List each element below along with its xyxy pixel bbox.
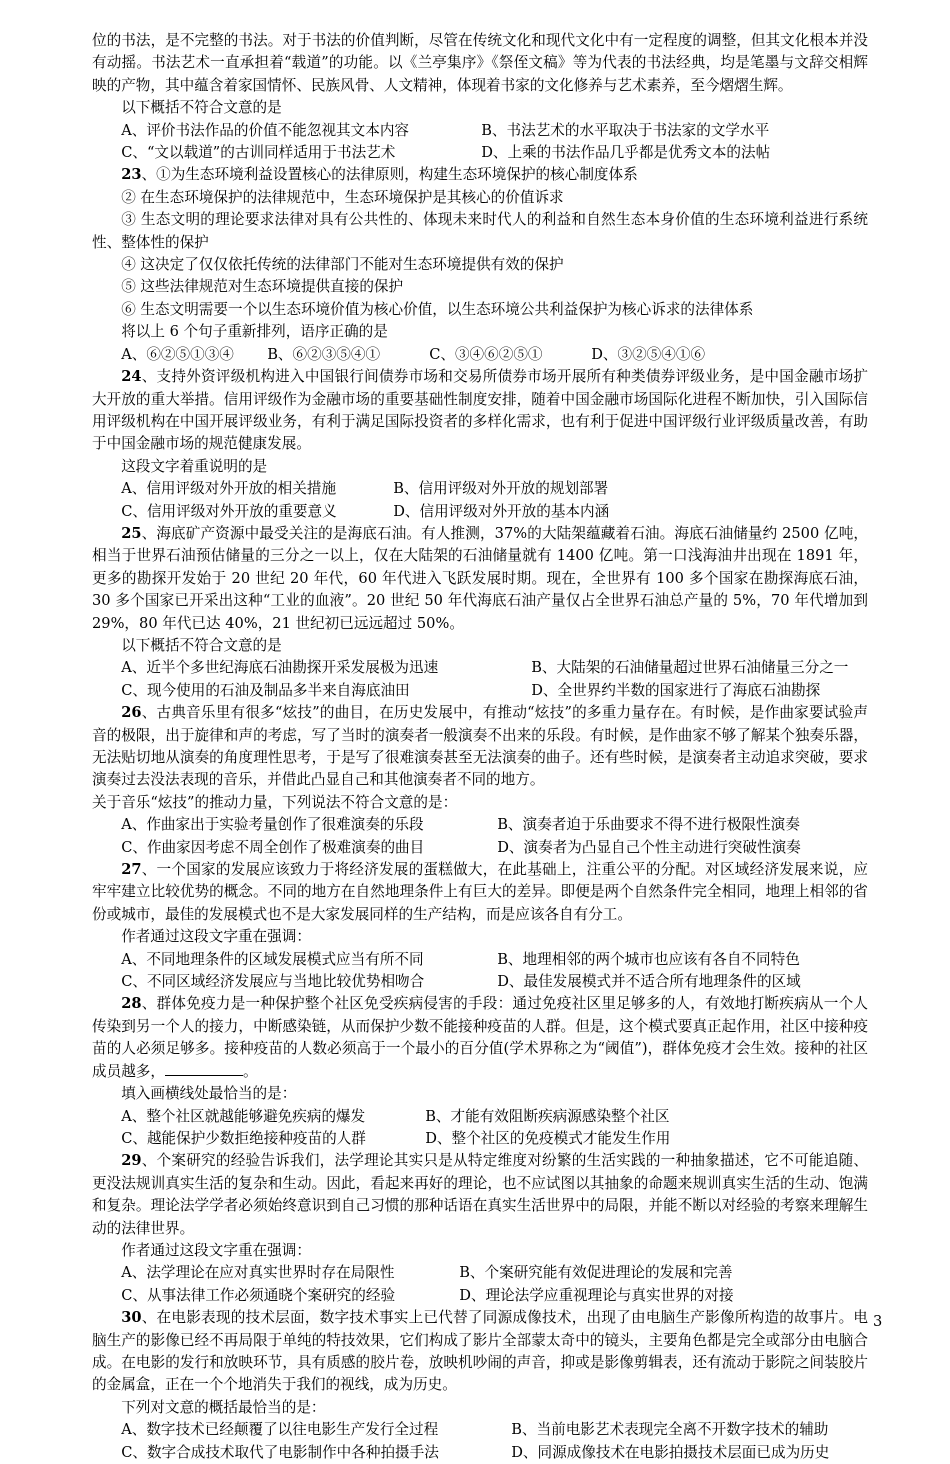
q22-options-row1 (92, 120, 868, 142)
q22-stem: 以下概括不符合文意的是 (121, 99, 282, 117)
q25-stem: 以下概括不符合文意的是 (121, 636, 282, 654)
q28-option-c: C、越能保护少数拒绝接种疫苗的人群 (121, 1129, 366, 1147)
q23-sentence-4: ④ 这决定了仅仅依托传统的法律部门不能对生态环境提供有效的保护 (121, 256, 564, 274)
document-page (92, 30, 868, 1464)
q24-number: 24 (121, 368, 142, 386)
q27-text: 、一个国家的发展应该致力于将经济发展的蛋糕做大，在此基础上，注重公平的分配。对区域经济发展来说，应牢牢建立比较优势的概念。不同的地方在自然地理条件上有巨大的差异。即便是两个自然条件完全相同，地理上相邻的省份或城市，最佳的发展模式也不是大家发展同样的生产结构，而是应该各自有分工。 (92, 861, 868, 923)
q28-option-a: A、整个社区就越能够避免疾病的爆发 (121, 1107, 366, 1125)
q22-option-c: C、“文以载道”的古训同样适用于书法艺术 (121, 144, 396, 162)
q24-stem: 这段文字着重说明的是 (121, 457, 268, 475)
q30-stem: 下列对文意的概括最恰当的是： (121, 1398, 326, 1416)
q29-passage (92, 1150, 868, 1240)
q27-options-row1 (92, 949, 868, 971)
q30-option-b: B、当前电影艺术表现完全离不开数字技术的辅助 (511, 1421, 829, 1439)
q29-options-row2 (92, 1285, 868, 1307)
q29-option-a: A、法学理论在应对真实世界时存在局限性 (121, 1264, 395, 1282)
q26-option-b: B、演奏者迫于乐曲要求不得不进行极限性演奏 (497, 816, 800, 834)
q30-options-row2 (92, 1442, 868, 1464)
q28-number: 28 (121, 995, 142, 1013)
q25-text: 、海底矿产资源中最受关注的是海底石油。有人推测，37%的大陆架蕴藏着石油。海底石油储量约 2500 亿吨，相当于世界石油预估储量的三分之一以上，仅在大陆架的石油储量就有 1400 亿吨。第一口浅海油井出现在 1891 年，更多的勘探开发始于 20 世纪 20 年代，60 年代进入飞跃发展时期。现在，全世界有 100 多个国家在勘探海底石油，30 多个国家已开采出这种“工业的血液”。20 世纪 50 年代海底石油产量仅占全世界石油总产量的 5%，70 年代增加到 29%，80 年代已达 40%，21 世纪初已远远超过 50%。 (92, 524, 868, 632)
q27-option-a: A、不同地理条件的区域发展模式应当有所不同 (121, 950, 424, 968)
q29-number: 29 (121, 1152, 142, 1170)
q29-text: 、个案研究的经验告诉我们，法学理论其实只是从特定维度对纷繁的生活实践的一种抽象描述，它不可能追随、更没法规训真实生活的复杂和生动。因此，看起来再好的理论，也不应试图以其抽象的命题来规训真实生活的生动、饱满和复杂。理论法学学者必须始终意识到自己习惯的那种话语在真实生活世界中的局限，并能不断以对经验的考察来理解生动的法律世界。 (92, 1152, 868, 1237)
q25-option-b: B、大陆架的石油储量超过世界石油储量三分之一 (531, 659, 849, 677)
q23-options (92, 344, 868, 366)
q29-option-c: C、从事法律工作必须通晓个案研究的经验 (121, 1286, 396, 1304)
q29-option-b: B、个案研究能有效促进理论的发展和完善 (459, 1264, 733, 1282)
q30-text: 、在电影表现的技术层面，数字技术事实上已代替了同源成像技术，出现了由电脑生产影像所构造的故事片。电脑生产的影像已经不再局限于单纯的特技效果，它们构成了影片全部蒙太奇中的镜头，主要角色都是完全或部分由电脑合成。在电影的发行和放映环节，具有质感的胶片卷，放映机吵闹的声音，抑或是影像剪辑表，还有流动于影院之间装胶片的金属盒，正在一个个地消失于我们的视线，成为历史。 (92, 1309, 868, 1394)
q23-sentence-1 (92, 164, 868, 186)
q26-passage (92, 702, 868, 792)
q25-number: 25 (121, 524, 142, 542)
q23-number: 23 (121, 166, 142, 184)
q30-options-row1 (92, 1419, 868, 1441)
q29-option-d: D、理论法学应重视理论与真实世界的对接 (459, 1286, 734, 1304)
q26-text: 、古典音乐里有很多“炫技”的曲目，在历史发展中，有推动“炫技”的多重力量存在。有时候，是作曲家要试验声音的极限，出于旋律和声的考虑，写了当时的演奏者一般演奏不出来的乐段。有时候，是作曲家不够了解某个独奏乐器，无法贴切地从演奏的角度理性思考，于是写了很难演奏甚至无法演奏的曲子。还有些时候，是演奏者主动追求突破，要求演奏过去没法表现的音乐，并借此凸显自己和其他演奏者不同的地方。 (92, 704, 868, 789)
q26-number: 26 (121, 704, 142, 722)
q26-option-d: D、演奏者为凸显自己个性主动进行突破性演奏 (497, 838, 801, 856)
q23-sentence-6: ⑥ 生态文明需要一个以生态环境价值为核心价值，以生态环境公共利益保护为核心诉求的法律体系 (121, 300, 754, 318)
q23-sentence-2: ② 在生态环境保护的法律规范中，生态环境保护是其核心的价值诉求 (121, 188, 564, 206)
q25-options-row2 (92, 680, 868, 702)
q27-stem: 作者通过这段文字重在强调： (121, 928, 311, 946)
q29-options-row1 (92, 1262, 868, 1284)
q27-option-d: D、最佳发展模式并不适合所有地理条件的区域 (497, 973, 801, 991)
q24-text: 、支持外资评级机构进入中国银行间债券市场和交易所债券市场开展所有种类债券评级业务，是中国金融市场扩大开放的重大举措。信用评级作为金融市场的重要基础性制度安排，随着中国金融市场国际化进程不断加快，引入国际信用评级机构在中国开展评级业务，有利于满足国际投资者的多样化需求，也有利于促进中国评级行业评级质量改善，有助于中国金融市场的规范健康发展。 (92, 368, 868, 453)
q24-option-b: B、信用评级对外开放的规划部署 (393, 480, 609, 498)
q23-option-c: C、③④⑥②⑤① (429, 345, 543, 363)
q24-option-a: A、信用评级对外开放的相关措施 (121, 480, 337, 498)
q23-option-a: A、⑥②⑤①③④ (121, 345, 234, 363)
q24-option-d: D、信用评级对外开放的基本内涵 (393, 502, 610, 520)
q30-passage (92, 1307, 868, 1397)
q28-stem: 填入画横线处最恰当的是： (121, 1085, 297, 1103)
q25-passage (92, 523, 868, 635)
q30-number: 30 (121, 1309, 142, 1327)
q26-option-c: C、作曲家因考虑不周全创作了极难演奏的曲目 (121, 838, 425, 856)
q26-options-row2 (92, 837, 868, 859)
page-number: 3 (873, 1313, 883, 1330)
q23-sentence-5: ⑤ 这些法律规范对生态环境提供直接的保护 (121, 278, 404, 296)
q26-option-a: A、作曲家出于实验考量创作了很难演奏的乐段 (121, 816, 424, 834)
q24-option-c: C、信用评级对外开放的重要意义 (121, 502, 337, 520)
q23-stem: 将以上 6 个句子重新排列，语序正确的是 (121, 323, 388, 341)
q27-option-b: B、地理相邻的两个城市也应该有各自不同特色 (497, 950, 800, 968)
q23-option-d: D、③②⑤④①⑥ (591, 345, 706, 363)
q22-option-b: B、书法艺术的水平取决于书法家的文学水平 (481, 121, 770, 139)
q27-options-row2 (92, 971, 868, 993)
q30-option-a: A、数字技术已经颠覆了以往电影生产发行全过程 (121, 1421, 439, 1439)
q27-option-c: C、不同区域经济发展应与当地比较优势相吻合 (121, 973, 425, 991)
q25-option-a: A、近半个多世纪海底石油勘探开采发展极为迅速 (121, 659, 439, 677)
q30-option-c: C、数字合成技术取代了电影制作中各种拍摄手法 (121, 1443, 439, 1461)
q28-text-end: 。 (242, 1062, 258, 1080)
q24-options-row1 (92, 478, 868, 500)
q23-s1: 、①为生态环境利益设置核心的法律原则，构建生态环境保护的核心制度体系 (141, 166, 638, 184)
q28-text: 、群体免疫力是一种保护整个社区免受疾病侵害的手段：通过免疫社区里足够多的人，有效地打断疾病从一个人传染到另一个人的接力，中断感染链，从而保护少数不能接种疫苗的人群。但是，这个模式要真正起作用，社区中接种疫苗的人必须足够多。接种疫苗的人数必须高于一个最小的百分值(学术界称之为“阈值”)，群体免疫才会生效。接种的社区成员越多， (92, 995, 868, 1080)
q23-sentence-3: ③ 生态文明的理论要求法律对具有公共性的、体现未来时代人的利益和自然生态本身价值的生态环境利益进行系统性、整体性的保护 (92, 211, 868, 251)
intro-paragraph: 位的书法，是不完整的书法。对于书法的价值判断，尽管在传统文化和现代文化中有一定程度的调整，但其文化根本并没有动摇。书法艺术一直承担着“载道”的功能。以《兰亭集序》《祭侄文稿》等为代表的书法经典，均是笔墨与文辞交相辉映的产物，其中蕴含着家国情怀、民族风骨、人文精神，体现着书家的文化修养与艺术素养，至今熠熠生辉。 (92, 32, 868, 94)
q24-passage (92, 366, 868, 456)
q25-option-c: C、现今使用的石油及制品多半来自海底油田 (121, 681, 410, 699)
q23-option-b: B、⑥②③⑤④① (267, 345, 381, 363)
q22-option-d: D、上乘的书法作品几乎都是优秀文本的法帖 (481, 144, 771, 162)
q29-stem: 作者通过这段文字重在强调： (121, 1241, 311, 1259)
q22-option-a: A、评价书法作品的价值不能忽视其文本内容 (121, 121, 410, 139)
q26-stem: 关于音乐“炫技”的推动力量，下列说法不符合文意的是： (92, 793, 458, 811)
answer-blank (165, 1061, 243, 1076)
q28-option-b: B、才能有效阻断疾病源感染整个社区 (425, 1107, 670, 1125)
q30-option-d: D、同源成像技术在电影拍摄技术层面已成为历史 (511, 1443, 830, 1461)
q24-options-row2 (92, 501, 868, 523)
q27-number: 27 (121, 861, 142, 879)
q28-options-row1 (92, 1106, 868, 1128)
q28-option-d: D、整个社区的免疫模式才能发生作用 (425, 1129, 671, 1147)
q26-options-row1 (92, 814, 868, 836)
q25-options-row1 (92, 657, 868, 679)
q27-passage (92, 859, 868, 926)
q28-passage (92, 993, 868, 1083)
q28-options-row2 (92, 1128, 868, 1150)
q25-option-d: D、全世界约半数的国家进行了海底石油勘探 (531, 681, 821, 699)
q22-options-row2 (92, 142, 868, 164)
